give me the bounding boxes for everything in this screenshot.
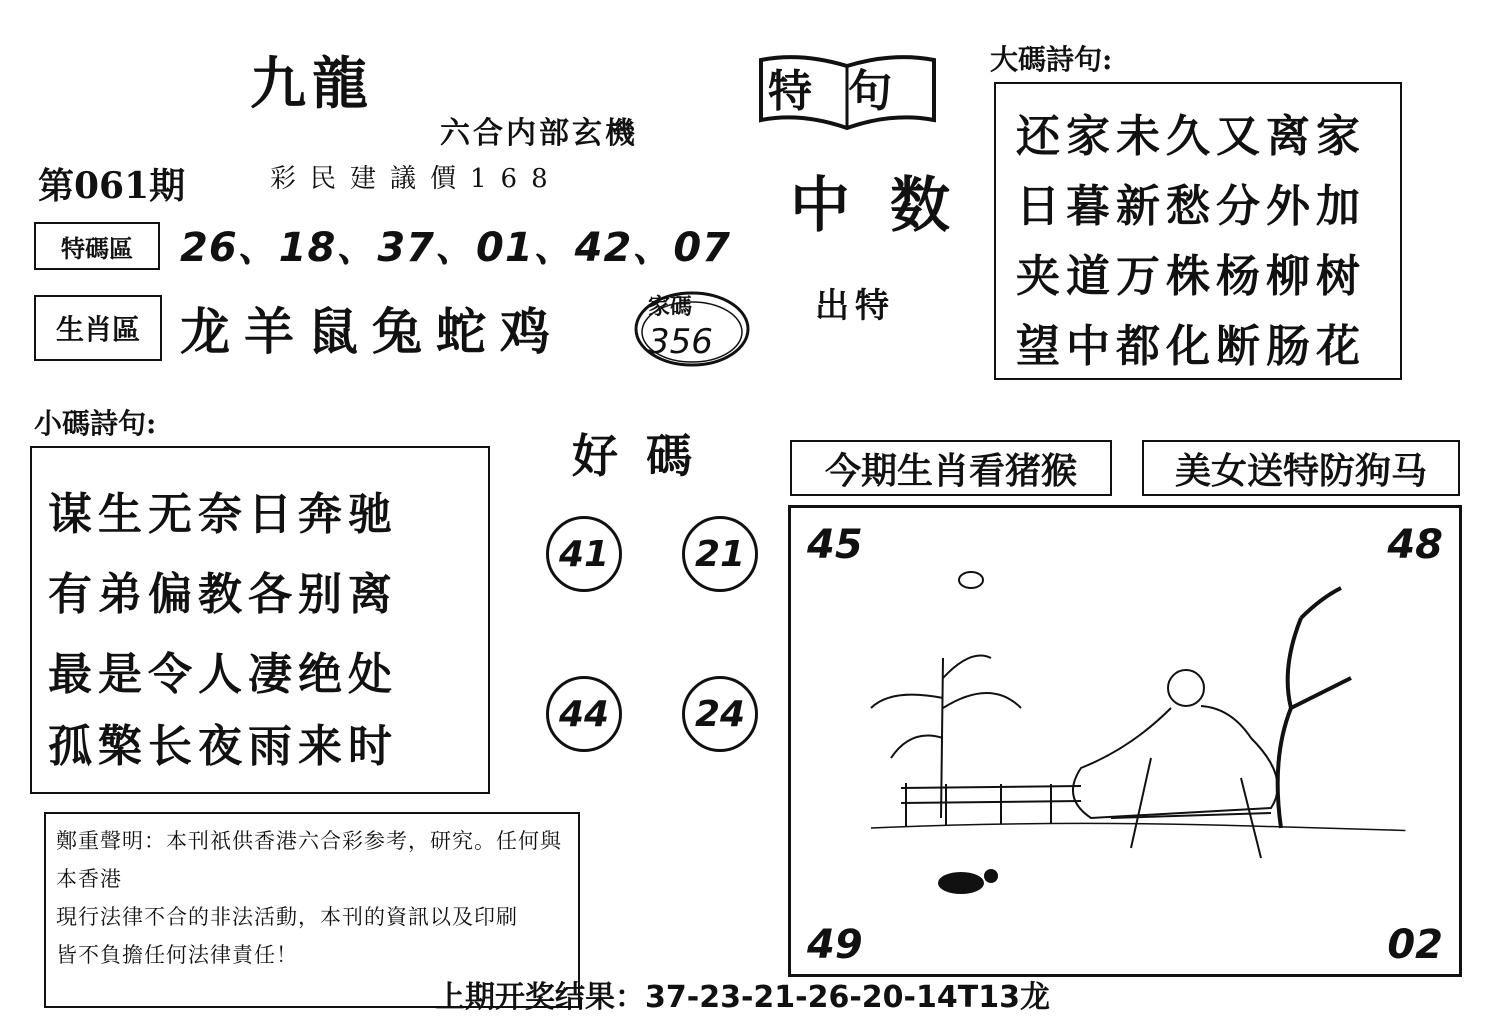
big-poem-heading: 大碼詩句: [990,43,1113,76]
tema-label: 特碼區 [34,222,160,270]
corner-number: 45 [807,522,863,568]
notice-line: 現行法律不合的非法活動，本刊的資訊以及印刷 [56,905,518,929]
corner-number: 48 [1387,522,1443,568]
big-poem-line: 望中都化断肠花 [1016,321,1366,372]
corner-number: 49 [807,922,863,968]
teju-sub: 出特 [815,286,895,326]
small-poem-line: 孤檠长夜雨来时 [48,721,398,772]
haoma-number-circle: 21 [682,516,758,592]
notice-line: 鄭重聲明：本刊祇供香港六合彩参考，研究。任何與本香港 [56,829,562,891]
jiama-number: 356 [648,322,713,362]
shengxiao-animals: 龙羊鼠兔蛇鸡 [180,302,564,361]
haoma-label: 好碼 [572,429,720,483]
page-title: 九龍 [250,51,374,117]
seated-scholar-illustration [851,558,1411,918]
small-poem-line: 最是令人凄绝处 [48,649,398,700]
small-poem-line: 谋生无奈日奔驰 [48,489,398,540]
last-draw-result: 上期开奖结果：37-23-21-26-20-14T13龙 [435,980,1050,1015]
tip-special: 美女送特防狗马 [1142,440,1460,496]
small-poem-heading: 小碼詩句: [34,407,157,440]
issue-number: 第061期 [38,165,186,207]
small-poem-box [30,446,490,794]
haoma-number-circle: 24 [682,676,758,752]
teju-title: 特句 [768,66,928,117]
notice-line: 皆不負擔任何法律責任！ [56,943,298,967]
suggested-price: 彩民建議價168 [270,164,562,194]
tema-numbers: 26、18、37、01、42、07 [180,225,731,271]
big-poem-line: 还家未久又离家 [1016,111,1366,162]
big-poem-line: 日暮新愁分外加 [1016,181,1366,232]
shengxiao-label: 生肖區 [34,295,162,361]
tip-zodiac: 今期生肖看猪猴 [790,440,1112,496]
page-subtitle: 六合内部玄機 [440,116,638,151]
jiama-label: 家碼 [648,294,693,320]
small-poem-line: 有弟偏教各别离 [48,569,398,620]
haoma-number-circle: 44 [546,676,622,752]
illustration-frame [788,505,1462,977]
haoma-number-circle: 41 [546,516,622,592]
teju-main: 中数 [790,171,990,241]
corner-number: 02 [1387,922,1443,968]
big-poem-line: 夹道万株杨柳树 [1016,251,1366,302]
big-poem-box [994,82,1402,380]
